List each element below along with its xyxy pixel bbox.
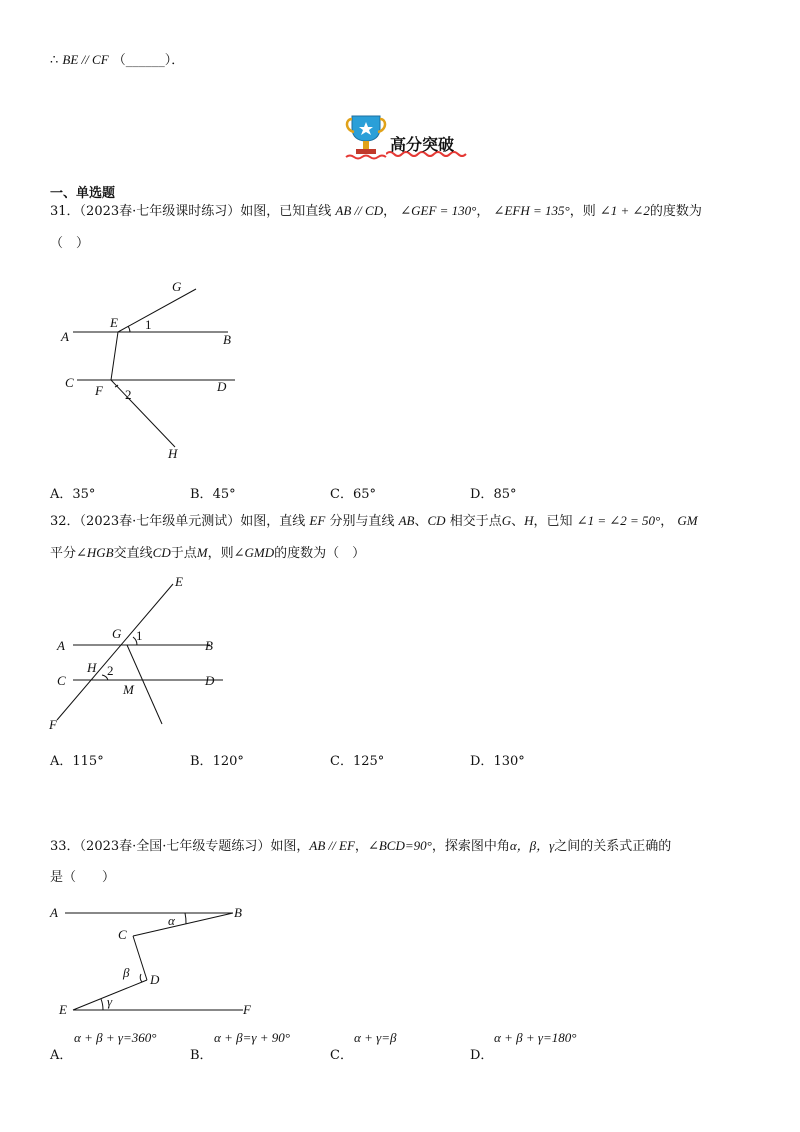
q32-expr: EF — [309, 513, 326, 528]
q33-expr: ∠BCD=90° — [367, 838, 432, 853]
q32-expr: G — [501, 513, 512, 528]
q32-stem-line2 — [50, 545, 365, 562]
q32-expr: H — [524, 513, 534, 528]
segment-bc — [133, 913, 233, 936]
option-value: 45° — [212, 487, 236, 502]
label-c: C — [118, 927, 127, 942]
option-value: 65° — [352, 487, 376, 502]
section-heading: 一、单选题 — [50, 186, 116, 201]
q33-text: ， — [354, 839, 368, 854]
label-a: A — [50, 905, 58, 920]
q31-expr: ∠GEF = 130° — [400, 203, 477, 218]
section-banner — [342, 110, 472, 160]
q33-option-c[interactable] — [330, 1030, 460, 1064]
option-letter: A． — [50, 754, 73, 769]
option-letter: C． — [330, 1048, 353, 1063]
q32-text: 相交于点 — [449, 514, 502, 529]
q32-expr: ∠HGB — [76, 545, 114, 560]
label-angle-2: 2 — [125, 387, 132, 402]
q32-stem-line1 — [50, 513, 698, 530]
option-value: 120° — [212, 754, 244, 769]
label-angle-2: 2 — [107, 663, 114, 678]
q32-expr: CD — [152, 545, 171, 560]
label-alpha: α — [168, 913, 175, 928]
angle-alpha-arc — [185, 913, 186, 924]
option-value: 125° — [352, 754, 385, 769]
q32-text: ， — [660, 514, 674, 529]
option-letter: A． — [50, 487, 73, 502]
option-value: 130° — [493, 754, 525, 769]
proof-conclusion-line — [50, 52, 184, 69]
q31-text: ，则 — [569, 204, 596, 219]
ray-fh — [111, 380, 175, 447]
q32-text: 的度数为（ ） — [274, 546, 366, 561]
option-value: 35° — [72, 487, 96, 502]
q31-expr: AB // CD — [335, 203, 384, 218]
q32-option-c[interactable] — [330, 750, 384, 769]
q33-text: ，探索图中角 — [431, 839, 510, 854]
label-angle-1: 1 — [145, 317, 152, 332]
q33-option-b[interactable] — [190, 1030, 320, 1064]
q32-expr: ∠GMD — [233, 545, 275, 560]
label-c: C — [65, 375, 74, 390]
option-value: α + β + γ=360° — [74, 1030, 157, 1045]
segment-ef — [111, 332, 118, 380]
q32-text: 于点 — [170, 546, 197, 561]
q32-text: 如图，直线 — [240, 514, 306, 529]
q31-answer-paren: （ ） — [50, 236, 90, 251]
q33-text: 如图， — [270, 839, 310, 854]
q31-number: 31． — [50, 204, 80, 219]
label-b: B — [205, 638, 213, 653]
q31-expr: ∠EFH = 135° — [493, 203, 570, 218]
option-value: α + β=γ + 90° — [214, 1030, 290, 1045]
label-g: G — [172, 279, 182, 294]
q31-expr: ∠1 + ∠2 — [599, 203, 650, 218]
q32-text: 、 — [511, 514, 525, 529]
q32-option-a[interactable] — [50, 750, 104, 769]
q31-option-c[interactable] — [330, 483, 376, 502]
q33-option-d[interactable] — [470, 1030, 620, 1064]
therefore-symbol: ∴ — [50, 53, 59, 68]
option-value: α + β + γ=180° — [494, 1030, 577, 1045]
label-f: F — [49, 717, 57, 732]
q33-source: （2023春·全国·七年级专题练习） — [79, 839, 271, 854]
q32-option-b[interactable] — [190, 750, 244, 769]
label-a: A — [61, 329, 69, 344]
label-beta: β — [123, 965, 130, 980]
angle-gamma-arc — [101, 999, 103, 1010]
q32-expr: M — [196, 545, 208, 560]
q31-text: 的度数为 — [649, 204, 702, 219]
q31-figure — [55, 275, 255, 465]
q32-expr: AB — [398, 513, 415, 528]
label-e: E — [175, 574, 183, 589]
q31-stem-line1 — [50, 203, 702, 220]
q33-stem-line1 — [50, 838, 671, 855]
ray-eg — [118, 289, 196, 332]
q31-option-b[interactable] — [190, 483, 236, 502]
trophy-icon — [342, 110, 390, 160]
q33-option-a[interactable] — [50, 1030, 180, 1064]
q32-text: 分别与直线 — [329, 514, 395, 529]
label-g: G — [112, 626, 122, 641]
option-value: 115° — [72, 754, 104, 769]
q31-text: ， — [476, 204, 490, 219]
q31-text: 如图，已知直线 — [240, 204, 332, 219]
label-f: F — [243, 1002, 251, 1017]
label-a: A — [57, 638, 65, 653]
label-d: D — [217, 379, 227, 394]
q32-text: 交直线 — [113, 546, 153, 561]
label-angle-1: 1 — [136, 628, 143, 643]
q31-option-d[interactable] — [470, 483, 516, 502]
label-gamma: γ — [107, 994, 113, 1009]
label-h: H — [87, 660, 97, 675]
option-letter: D． — [470, 487, 494, 502]
q32-expr: ∠1 = ∠2 = 50° — [576, 513, 661, 528]
label-m: M — [123, 682, 134, 697]
line-ef — [57, 584, 173, 720]
q31-text: ， — [383, 204, 397, 219]
q32-text: 、 — [414, 514, 428, 529]
label-b: B — [234, 905, 242, 920]
q32-option-d[interactable] — [470, 750, 525, 769]
q33-expr: α，β，γ — [509, 838, 555, 853]
label-f: F — [95, 383, 103, 398]
q32-figure — [45, 572, 245, 732]
blank-paren: （______）． — [112, 53, 185, 68]
option-letter: B． — [190, 1048, 213, 1063]
q33-figure — [45, 895, 270, 1020]
segment-cd — [133, 936, 147, 980]
q31-option-a[interactable] — [50, 483, 95, 502]
label-e: E — [110, 315, 118, 330]
q32-text: ，已知 — [533, 514, 573, 529]
option-letter: C． — [330, 487, 353, 502]
label-c: C — [57, 673, 66, 688]
q32-expr: CD — [427, 513, 446, 528]
option-letter: C． — [330, 754, 353, 769]
q32-text: 平分 — [50, 546, 77, 561]
option-letter: B． — [190, 487, 213, 502]
q33-number: 33． — [50, 839, 80, 854]
banner-title: 高分突破 — [390, 135, 455, 154]
angle-1-arc — [128, 326, 130, 332]
option-letter: B． — [190, 754, 213, 769]
q32-number: 32． — [50, 514, 80, 529]
option-letter: D． — [470, 754, 494, 769]
q33-expr: AB // EF — [309, 838, 355, 853]
label-e: E — [59, 1002, 67, 1017]
option-letter: A． — [50, 1048, 73, 1063]
option-value: α + γ=β — [354, 1030, 397, 1045]
option-letter: D． — [470, 1048, 494, 1063]
label-b: B — [223, 332, 231, 347]
option-value: 85° — [493, 487, 517, 502]
label-h: H — [168, 446, 178, 461]
angle-beta-arc — [140, 974, 142, 982]
q32-expr: GM — [677, 513, 698, 528]
label-d: D — [205, 673, 215, 688]
q32-text: ，则 — [207, 546, 234, 561]
label-d: D — [150, 972, 160, 987]
q31-source: （2023春·七年级课时练习） — [79, 204, 241, 219]
q33-text: 之间的关系式正确的 — [554, 839, 672, 854]
q33-stem-line2: 是（ ） — [50, 870, 116, 885]
parallel-expression: BE // CF — [62, 52, 109, 67]
q32-source: （2023春·七年级单元测试） — [79, 514, 241, 529]
